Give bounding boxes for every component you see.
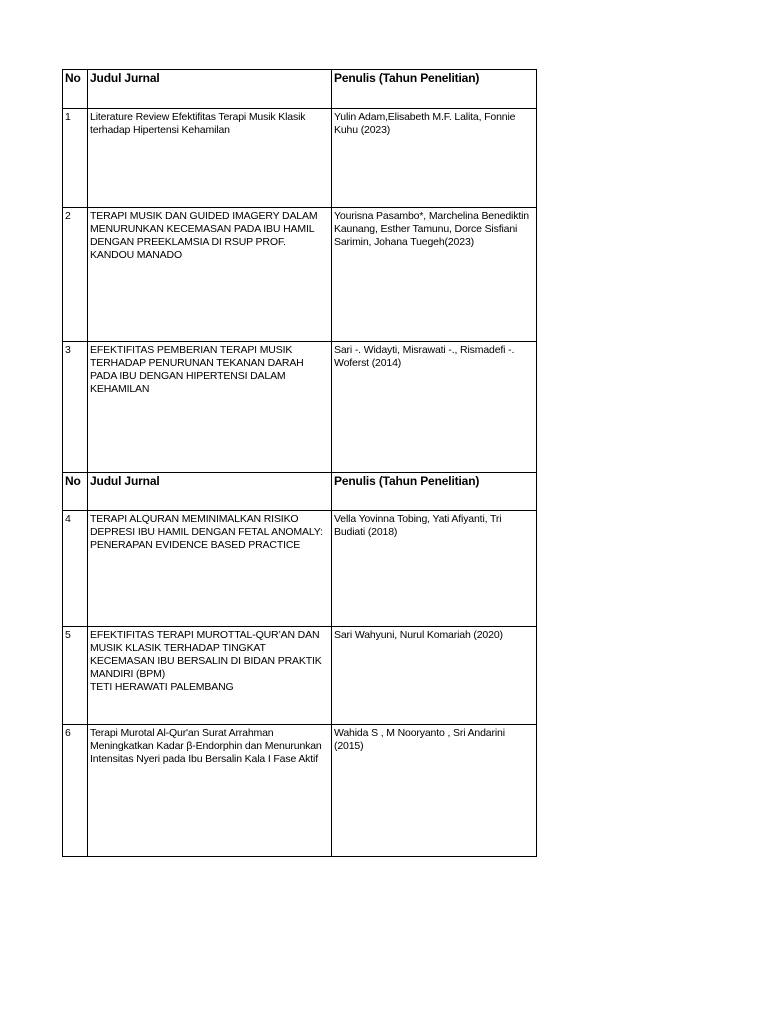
- row-title: Terapi Murotal Al-Qur'an Surat Arrahman Meningkatkan Kadar β-Endorphin dan Menurunkan Intensitas Nyeri pada Ibu Bersalin Kala I Fase Aktif: [88, 725, 332, 857]
- header-author: Penulis (Tahun Penelitian): [332, 70, 537, 109]
- row-title: TERAPI MUSIK DAN GUIDED IMAGERY DALAM MENURUNKAN KECEMASAN PADA IBU HAMIL DENGAN PREEKLAMSIA DI RSUP PROF. KANDOU MANADO: [88, 208, 332, 342]
- row-author: Yulin Adam,Elisabeth M.F. Lalita, Fonnie Kuhu (2023): [332, 109, 537, 208]
- header-author: Penulis (Tahun Penelitian): [332, 473, 537, 511]
- row-title: EFEKTIFITAS PEMBERIAN TERAPI MUSIK TERHADAP PENURUNAN TEKANAN DARAH PADA IBU DENGAN HIPERTENSI DALAM KEHAMILAN: [88, 342, 332, 473]
- row-no: 2: [63, 208, 88, 342]
- table-row: [63, 627, 537, 725]
- header-no: No: [63, 473, 88, 511]
- row-author: Yourisna Pasambo*, Marchelina Benediktin Kaunang, Esther Tamunu, Dorce Sisfiani Sarimin, Johana Tuegeh(2023): [332, 208, 537, 342]
- header-no: No: [63, 70, 88, 109]
- header-title: Judul Jurnal: [88, 70, 332, 109]
- row-no: 5: [63, 627, 88, 725]
- header-title: Judul Jurnal: [88, 473, 332, 511]
- row-title-line: TETI HERAWATI PALEMBANG: [90, 681, 234, 693]
- journal-table: [62, 69, 537, 857]
- row-title: TERAPI ALQURAN MEMINIMALKAN RISIKO DEPRESI IBU HAMIL DENGAN FETAL ANOMALY: PENERAPAN EVIDENCE BASED PRACTICE: [88, 511, 332, 627]
- row-author: Sari -. Widayti, Misrawati -., Rismadefi -. Woferst (2014): [332, 342, 537, 473]
- table-row: [63, 109, 537, 208]
- table-row: [63, 342, 537, 473]
- row-author: Wahida S , M Nooryanto , Sri Andarini (2015): [332, 725, 537, 857]
- row-title-line: EFEKTIFITAS TERAPI MUROTTAL-QUR’AN DAN MUSIK KLASIK TERHADAP TINGKAT KECEMASAN IBU BERSALIN DI BIDAN PRAKTIK MANDIRI (BPM): [90, 629, 322, 680]
- row-title: Literature Review Efektifitas Terapi Musik Klasik terhadap Hipertensi Kehamilan: [88, 109, 332, 208]
- row-no: 6: [63, 725, 88, 857]
- row-author: Sari Wahyuni, Nurul Komariah (2020): [332, 627, 537, 725]
- table-row: [63, 208, 537, 342]
- table-header-row: [63, 473, 537, 511]
- row-author: Vella Yovinna Tobing, Yati Afiyanti, Tri Budiati (2018): [332, 511, 537, 627]
- row-no: 4: [63, 511, 88, 627]
- row-no: 1: [63, 109, 88, 208]
- row-title: [88, 627, 332, 725]
- table-row: [63, 511, 537, 627]
- table-row: [63, 725, 537, 857]
- table-header-row: [63, 70, 537, 109]
- row-no: 3: [63, 342, 88, 473]
